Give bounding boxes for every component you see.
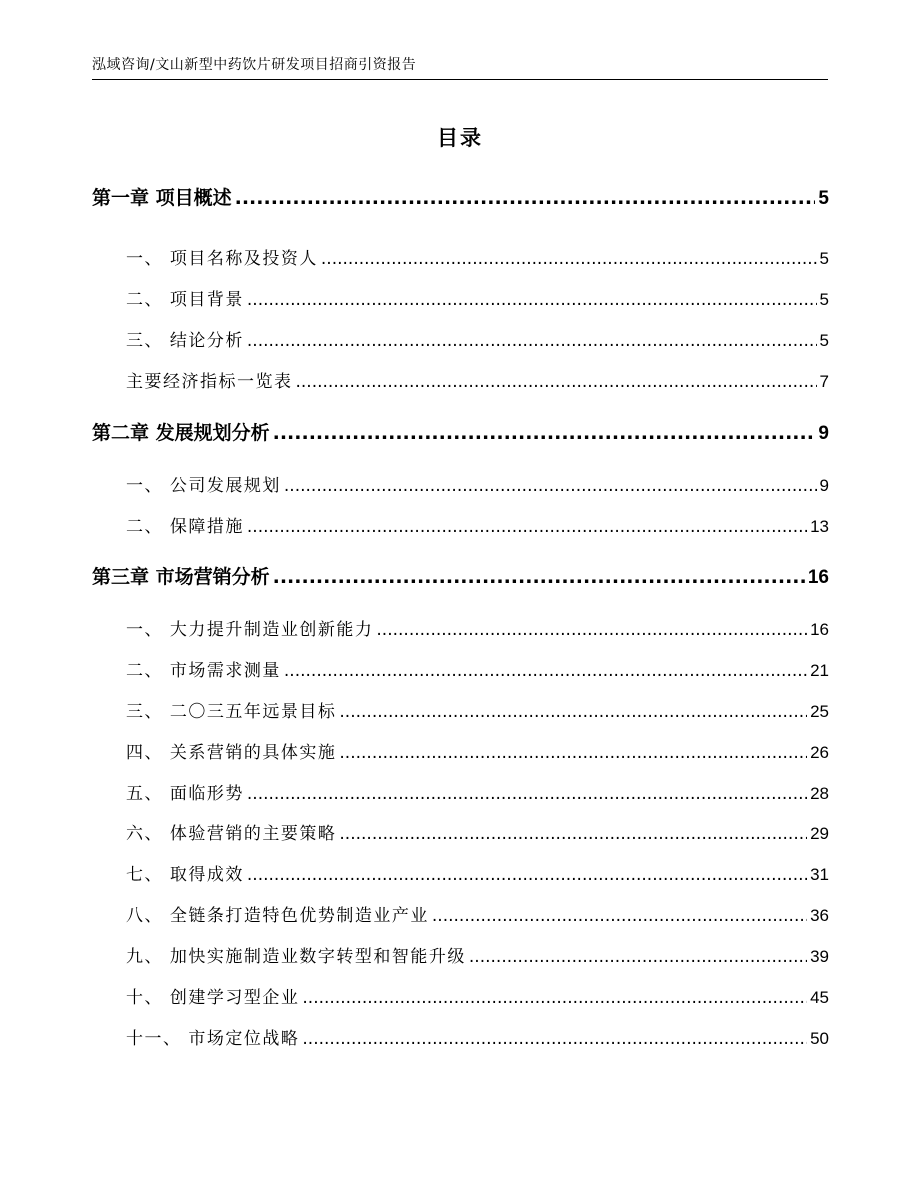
toc-entry-label: 一、 大力提升制造业创新能力 [126, 620, 374, 640]
dot-leader [273, 566, 805, 588]
toc-section-entry[interactable] [92, 983, 829, 1008]
toc-page-number: 45 [810, 988, 829, 1007]
table-of-contents [92, 0, 829, 1191]
toc-entry-label: 主要经济指标一览表 [126, 372, 293, 392]
toc-page-number: 39 [810, 947, 829, 966]
toc-page-number: 26 [810, 743, 829, 762]
toc-section-entry[interactable] [92, 942, 829, 967]
dot-leader [247, 865, 807, 885]
dot-leader [469, 947, 807, 967]
toc-entry-label: 二、 保障措施 [126, 517, 244, 537]
toc-page-number: 5 [819, 249, 829, 268]
toc-section-entry[interactable] [92, 512, 829, 537]
dot-leader [284, 476, 817, 496]
toc-entry-label: 三、 结论分析 [126, 331, 244, 351]
running-header: 泓域咨询/文山新型中药饮片研发项目招商引资报告 [92, 57, 417, 73]
toc-table-entry[interactable] [92, 367, 829, 392]
toc-entry-label: 二、 市场需求测量 [126, 661, 281, 681]
toc-page-number: 29 [810, 824, 829, 843]
toc-section-entry[interactable] [92, 656, 829, 681]
toc-page-number: 25 [810, 702, 829, 721]
toc-entry-label: 四、 关系营销的具体实施 [126, 743, 337, 763]
toc-page-number: 9 [819, 476, 829, 495]
toc-section-entry[interactable] [92, 697, 829, 722]
toc-section-entry[interactable] [92, 738, 829, 763]
dot-leader [247, 784, 807, 804]
toc-chapter-entry[interactable] [92, 183, 829, 210]
toc-entry-label: 六、 体验营销的主要策略 [126, 824, 337, 844]
toc-section-entry[interactable] [92, 326, 829, 351]
toc-page-number: 5 [819, 331, 829, 350]
dot-leader [339, 702, 807, 722]
toc-section-entry[interactable] [92, 901, 829, 926]
dot-leader [235, 187, 816, 209]
dot-leader [376, 620, 807, 640]
toc-section-entry[interactable] [92, 819, 829, 844]
toc-entry-label: 三、 二〇三五年远景目标 [126, 702, 337, 722]
toc-page-number: 7 [819, 372, 829, 391]
toc-entry-label: 一、 项目名称及投资人 [126, 249, 318, 269]
toc-section-entry[interactable] [92, 244, 829, 269]
toc-page-number: 16 [810, 620, 829, 639]
toc-entry-label: 十一、 市场定位战略 [126, 1029, 300, 1049]
toc-entry-label: 九、 加快实施制造业数字转型和智能升级 [126, 947, 466, 967]
dot-leader [247, 331, 817, 351]
toc-page-number: 5 [819, 290, 829, 309]
toc-section-entry[interactable] [92, 471, 829, 496]
toc-page-number: 9 [818, 423, 829, 444]
dot-leader [339, 743, 807, 763]
dot-leader [339, 824, 807, 844]
toc-entry-label: 十、 创建学习型企业 [126, 988, 300, 1008]
toc-page-number: 36 [810, 906, 829, 925]
dot-leader [432, 906, 807, 926]
dot-leader [302, 1029, 807, 1049]
toc-section-entry[interactable] [92, 860, 829, 885]
toc-title: 目录 [437, 126, 483, 150]
toc-entry-label: 五、 面临形势 [126, 784, 244, 804]
toc-entry-label: 一、 公司发展规划 [126, 476, 281, 496]
dot-leader [302, 988, 807, 1008]
toc-entry-label: 二、 项目背景 [126, 290, 244, 310]
toc-section-entry[interactable] [92, 779, 829, 804]
toc-section-entry[interactable] [92, 285, 829, 310]
toc-page-number: 5 [818, 188, 829, 209]
toc-page-number: 16 [807, 567, 829, 588]
toc-page-number: 13 [810, 517, 829, 536]
toc-chapter-entry[interactable] [92, 418, 829, 445]
toc-chapter-entry[interactable] [92, 562, 829, 589]
toc-entry-label: 八、 全链条打造特色优势制造业产业 [126, 906, 429, 926]
toc-page-number: 50 [810, 1029, 829, 1048]
toc-page-number: 21 [810, 661, 829, 680]
dot-leader [321, 249, 817, 269]
toc-page-number: 28 [810, 784, 829, 803]
dot-leader [284, 661, 807, 681]
dot-leader [296, 372, 817, 392]
toc-section-entry[interactable] [92, 1024, 829, 1049]
dot-leader [247, 290, 817, 310]
toc-section-entry[interactable] [92, 615, 829, 640]
toc-entry-label: 第二章 发展规划分析 [92, 422, 270, 444]
toc-entry-label: 第三章 市场营销分析 [92, 566, 270, 588]
toc-entry-label: 第一章 项目概述 [92, 187, 232, 209]
toc-entry-label: 七、 取得成效 [126, 865, 244, 885]
toc-page-number: 31 [810, 865, 829, 884]
dot-leader [273, 422, 816, 444]
dot-leader [247, 517, 807, 537]
